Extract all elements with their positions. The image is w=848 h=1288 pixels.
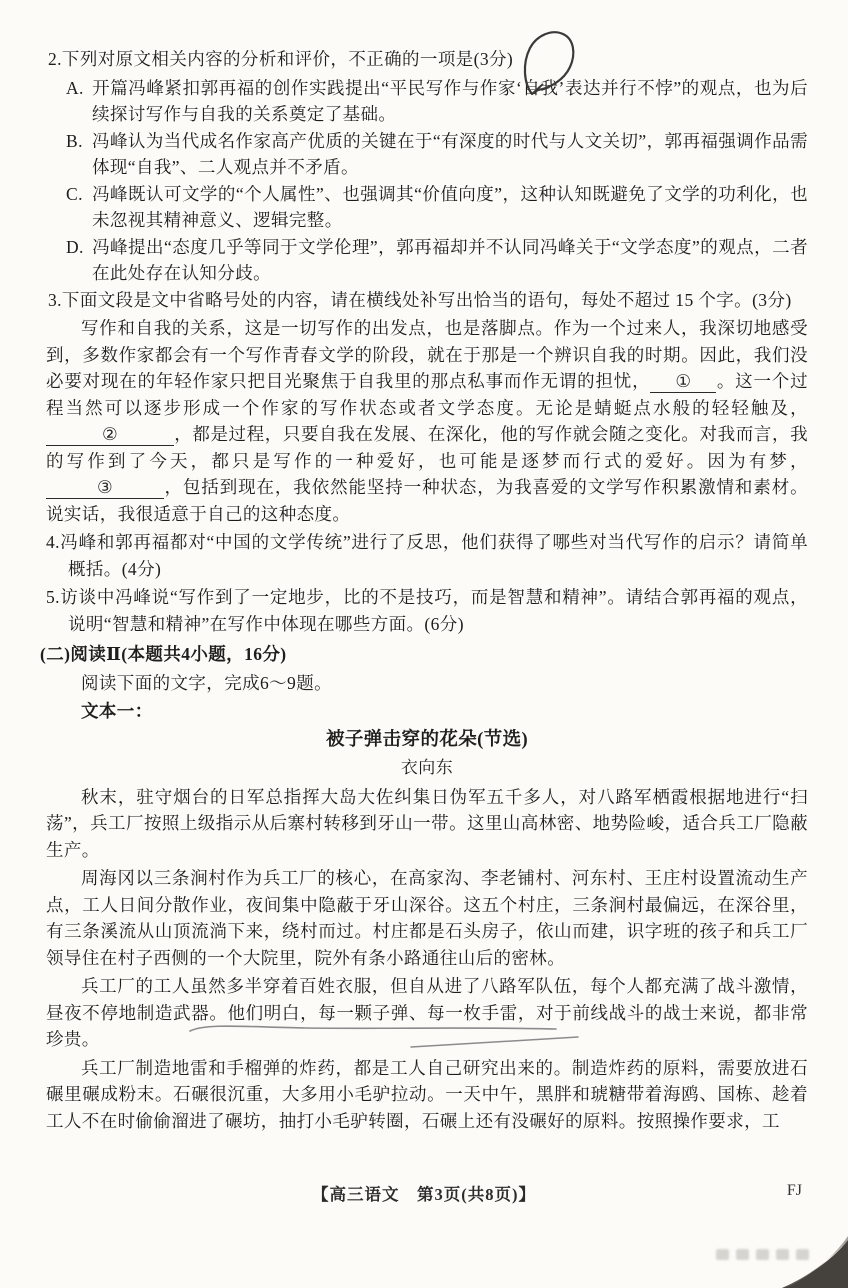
question-3-passage [46,315,808,527]
question-3-stem: 3.下面文段是文中省略号处的内容，请在横线处补写出恰当的语句，每处不超过 15 个字。(3分) [48,289,792,310]
story-paragraph-4: 兵工厂制造地雷和手榴弹的炸药，都是工人自己研究出来的。制造炸药的原料，需要放进石碾里碾成粉末。石碾很沉重，大多用小毛驴拉动。一天中午，黑胖和琥糖带着海鸥、国栋、趁着工人不在时偷偷溜进了碾坊，抽打小毛驴转圈，石碾上还有没碾好的原料。按照操作要求，工 [46,1057,808,1131]
faint-watermark [716,1249,812,1263]
question-3 [46,287,808,528]
option-text: 冯峰既认可文学的“个人属性”、也强调其“价值向度”，这种认知既避免了文学的功利化，也未忽视其精神意义、逻辑完整。 [92,183,808,230]
passage-seg2: 。这一个过程当然可以逐步形成一个作家的写作状态或者文学态度。无论是蜻蜓点水般的轻轻触及， [46,371,809,418]
question-2-option-b [66,128,808,181]
passage-seg1: 写作和自我的关系，这是一切写作的出发点，也是落脚点。作为一个过来人，我深切地感受到，多数作家都会有一个写作青春文学的阶段，就在于那是一个辨识自我的时期。因此，我们没必要对现在的年轻作家只把目光聚焦于自我里的那点私事而作无谓的担忧， [46,318,808,391]
option-text: 冯峰认为当代成名作家高产优质的关键在于“有深度的时代与人文关切”，郭再福强调作品需体现“自我”、二人观点并不矛盾。 [92,130,808,177]
text-one-label: 文本一： [81,701,153,721]
option-label: D. [66,236,84,257]
option-text: 开篇冯峰紧扣郭再福的创作实践提出“平民写作与作家‘自我’表达并行不悖”的观点，也为后续探讨写作与自我的关系奠定了基础。 [92,77,808,124]
reading-instruction: 阅读下面的文字，完成6～9题。 [81,672,332,693]
option-label: A. [66,77,84,98]
question-2-option-a [66,75,808,128]
option-label: B. [66,130,83,151]
question-2-stem: 2.下列对原文相关内容的分析和评价，不正确的一项是(3分) [48,49,514,69]
question-2 [46,46,808,287]
option-text: 冯峰提出“态度几乎等同于文学伦理”，郭再福却并不认同冯峰关于“文学态度”的观点，二者在此处存在认知分歧。 [92,236,808,283]
question-2-option-c [66,181,808,234]
fill-blank-1: ① [650,370,716,393]
story-title: 被子弹击穿的花朵(节选) [325,729,529,750]
question-2-option-d [66,234,808,287]
story-author: 衣向东 [400,758,454,777]
story-paragraph-2: 周海冈以三条涧村作为兵工厂的核心，在高家沟、李老铺村、河东村、王庄村设置流动生产点，工人日间分散作业，夜间集中隐蔽于牙山深谷。这五个村庄，三条涧村最偏远，在深谷里，有三条溪流从山顶流淌下来，绕村而过。村庄都是石头房子，依山而建，识字班的孩子和兵工厂领导住在村子西侧的一个大院里，院外有条小路通往山后的密林。 [46,868,808,968]
fill-blank-3: ③ [46,476,164,499]
question-5: 5.访谈中冯峰说“写作到了一定地步，比的不是技巧，而是智慧和精神”。请结合郭再福的观点，说明“智慧和精神”在写作中体现在哪些方面。(6分) [46,587,808,634]
question-4: 4.冯峰和郭再福都对“中国的文学传统”进行了反思，他们获得了哪些对当代写作的启示？请简单概括。(4分) [46,532,808,579]
story-paragraph-1: 秋末，驻守烟台的日军总指挥大岛大佐纠集日伪军五千多人，对八路军栖霞根据地进行“扫荡”，兵工厂按照上级指示从后寨村转移到牙山一带。这里山高林密、地势险峻，适合兵工厂隐蔽生产。 [46,786,808,860]
footer-code: FJ [786,1182,802,1199]
section-2-reading [40,641,808,1134]
story-paragraph-3-wrap [46,973,808,1053]
story-paragraph-3: 兵工厂的工人虽然多半穿着百姓衣服，但自从进了八路军队伍，每个人都充满了战斗激情，昼夜不停地制造武器。他们明白，每一颗子弹、每一枚手雷，对于前线战斗的战士来说，都非常珍贵。 [46,976,808,1049]
option-label: C. [66,183,83,204]
passage-seg4: ，包括到现在，我依然能坚持一种状态，为我喜爱的文学写作积累激情和素材。说实话，我很适意于自己的这种态度。 [46,477,808,524]
fill-blank-2: ② [46,423,174,446]
page-footer [0,1182,848,1209]
passage-seg3: ，都是过程，只要自我在发展、在深化，他的写作就会随之变化。对我而言，我的写作到了今天，都只是写作的一种爱好，也可能是逐梦而行式的爱好。因为有梦， [46,424,808,471]
footer-page-label: 【高三语文 第3页(共8页)】 [312,1185,536,1204]
section-2-heading: (二)阅读Ⅱ(本题共4小题，16分) [40,644,287,664]
